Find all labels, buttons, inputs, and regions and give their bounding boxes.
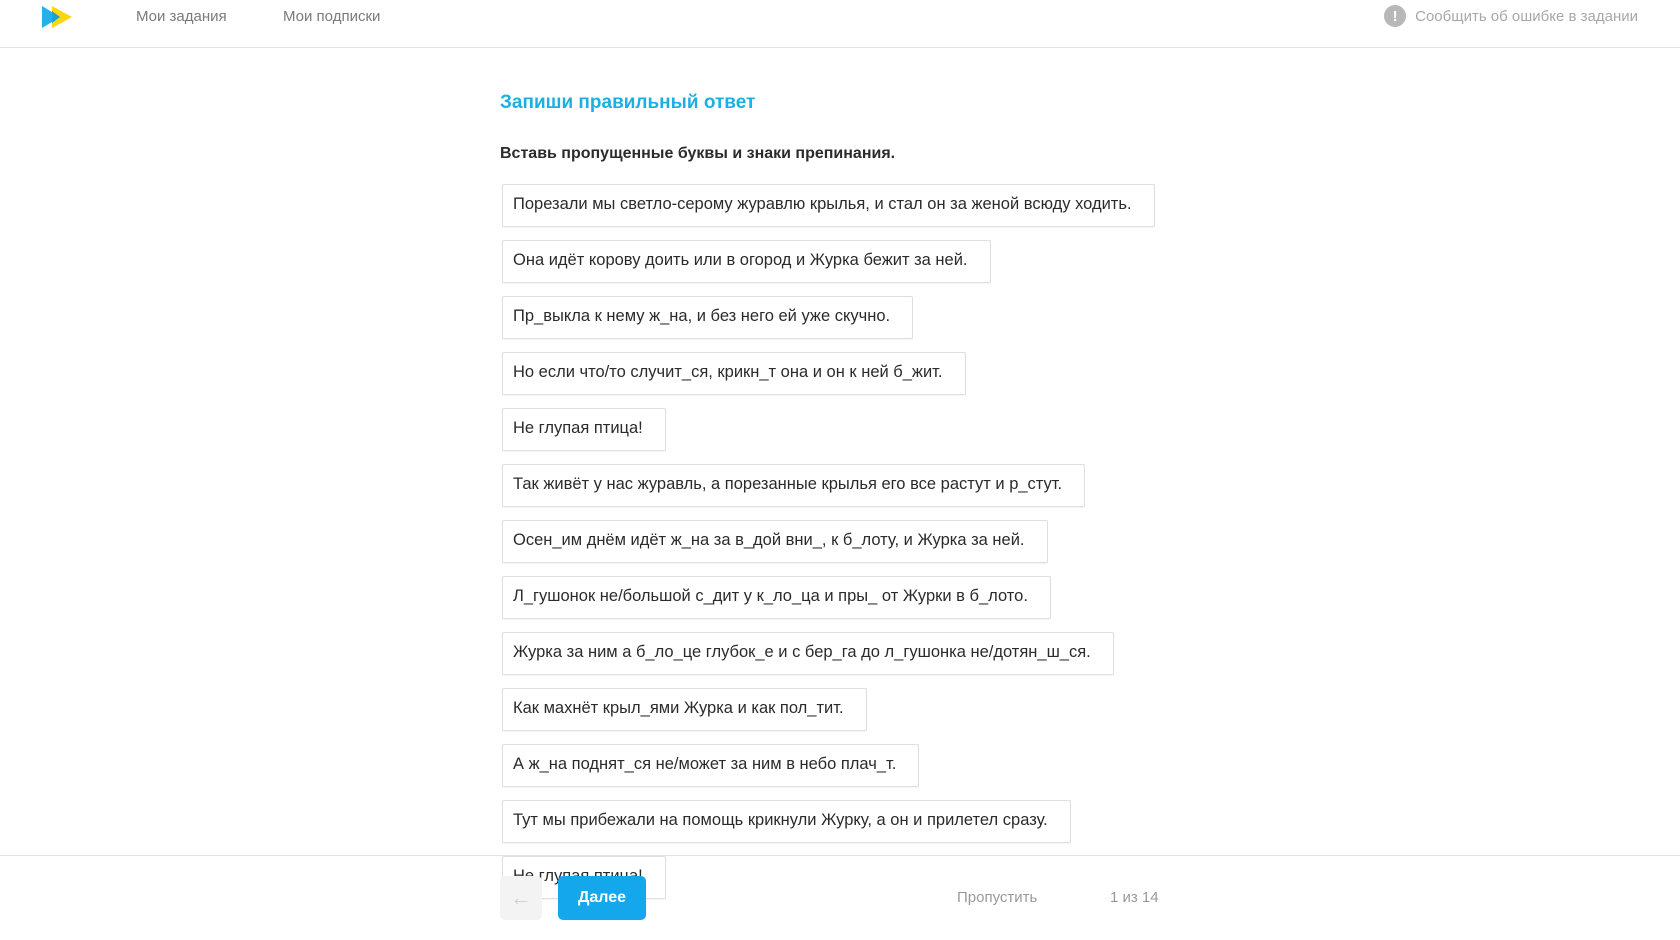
- sentence-field-3[interactable]: Пр_выкла к нему ж_на, и без него ей уже скучно.: [502, 296, 913, 339]
- sentence-field-6[interactable]: Так живёт у нас журавль, а порезанные крылья его все растут и р_стут.: [502, 464, 1085, 507]
- sentence-field-5[interactable]: Не глупая птица!: [502, 408, 666, 451]
- warning-icon: !: [1384, 5, 1406, 27]
- next-button[interactable]: Далее: [558, 876, 646, 920]
- top-header: [0, 0, 1680, 48]
- bottom-bar: [0, 855, 1680, 940]
- sentence-field-2[interactable]: Она идёт корову доить или в огород и Журка бежит за ней.: [502, 240, 991, 283]
- sentence-field-8[interactable]: Л_гушонок не/большой с_дит у к_ло_ца и пры_ от Журки в б_лото.: [502, 576, 1051, 619]
- task-title: Запиши правильный ответ: [500, 92, 756, 113]
- skip-button[interactable]: Пропустить: [957, 889, 1038, 906]
- task-instruction: Вставь пропущенные буквы и знаки препинания.: [500, 145, 896, 162]
- sentence-field-9[interactable]: Журка за ним а б_ло_це глубок_е и с бер_га до л_гушонка не/дотян_ш_ся.: [502, 632, 1114, 675]
- sentence-field-12[interactable]: Тут мы прибежали на помощь крикнули Журку, а он и прилетел сразу.: [502, 800, 1071, 843]
- sentence-field-10[interactable]: Как махнёт крыл_ями Журка и как пол_тит.: [502, 688, 867, 731]
- report-error-link[interactable]: [1384, 5, 1638, 27]
- sentence-field-1[interactable]: Порезали мы светло-серому журавлю крылья, и стал он за женой всюду ходить.: [502, 184, 1155, 227]
- sentence-field-4[interactable]: Но если что/то случит_ся, крикн_т она и он к ней б_жит.: [502, 352, 966, 395]
- sentence-field-11[interactable]: А ж_на поднят_ся не/может за ним в небо плач_т.: [502, 744, 919, 787]
- report-error-label: Сообщить об ошибке в задании: [1415, 7, 1638, 25]
- sentence-list: [502, 184, 1222, 912]
- arrow-left-icon: ←: [510, 885, 532, 910]
- nav-my-tasks[interactable]: Мои задания: [136, 8, 227, 25]
- logo-icon[interactable]: [40, 4, 76, 30]
- progress-counter: 1 из 14: [1110, 889, 1159, 906]
- nav-my-subscriptions[interactable]: Мои подписки: [283, 8, 381, 25]
- back-button[interactable]: [500, 876, 542, 920]
- sentence-field-7[interactable]: Осен_им днём идёт ж_на за в_дой вни_, к б_лоту, и Журка за ней.: [502, 520, 1048, 563]
